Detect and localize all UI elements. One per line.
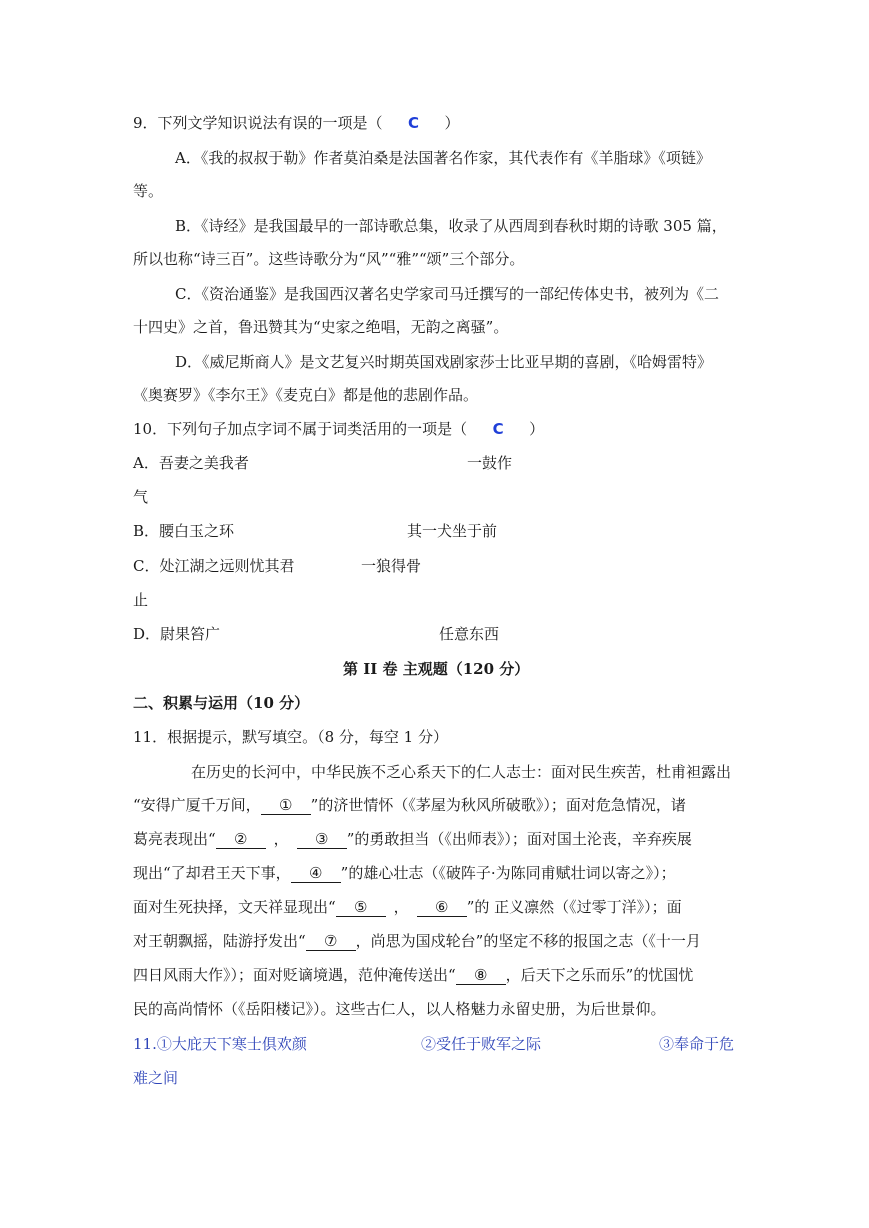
q10-option-b-left: B．腰白玉之环	[133, 522, 235, 540]
blank-8: ⑧	[456, 966, 506, 985]
q9-option-a-line2: 等。	[133, 182, 164, 200]
q9-answer: C	[408, 114, 420, 132]
blank-7: ⑦	[306, 932, 356, 951]
q10-option-c-left: C．处江湖之远则忧其君	[133, 557, 295, 575]
q9-option-b-line2: 所以也称“诗三百”。这些诗歌分为“风”“雅”“颂”三个部分。	[133, 250, 525, 268]
q9-option-c-line2: 十四史》之首，鲁迅赞其为“史家之绝唱，无韵之离骚”。	[133, 318, 509, 336]
q10-answer: C	[492, 420, 504, 438]
q11-passage-line6	[133, 931, 701, 951]
blank-6: ⑥	[417, 898, 467, 917]
q11-text: ”的勇敢担当（《出师表》）；面对国土沦丧，辛弃疾展	[346, 830, 692, 848]
q11-answer-1: 11.①大庇天下寒士俱欢颜	[133, 1035, 307, 1053]
q11-text: ”的 正义凛然（《过零丁洋》）；面	[466, 898, 682, 916]
q9-stem-close: ）	[444, 114, 460, 132]
blank-1: ①	[261, 796, 311, 815]
q11-text: ”的雄心壮志（《破阵子·为陈同甫赋壮词以寄之》）；	[340, 864, 676, 882]
q11-text: 葛亮表现出“	[133, 830, 216, 848]
q11-passage-line7	[133, 965, 693, 985]
q10-option-c-right: 一狼得骨	[361, 557, 422, 575]
q11-text: 对王朝飘摇，陆游抒发出“	[133, 932, 306, 950]
part2-title: 第 II 卷 主观题（120 分）	[343, 660, 530, 678]
q11-answer-3-wrap: 难之间	[133, 1069, 179, 1087]
q11-passage-line1: 在历史的长河中，中华民族不乏心系天下的仁人志士：面对民生疾苦，杜甫袒露出	[191, 763, 732, 781]
q11-text: 四日风雨大作》）；面对贬谪境遇，范仲淹传送出“	[133, 966, 456, 984]
q9-stem-text: 9．下列文学知识说法有误的一项是（	[133, 114, 383, 132]
q9-option-c-line1: C．《资治通鉴》是我国西汉著名史学家司马迁撰写的一部纪传体史书，被列为《二	[175, 285, 719, 303]
blank-4: ④	[291, 864, 341, 883]
q11-passage-line4	[133, 863, 676, 883]
q10-option-c-right-wrap: 止	[133, 591, 149, 609]
blank-2: ②	[216, 830, 266, 849]
q11-text: ，	[273, 830, 289, 848]
blank-5: ⑤	[336, 898, 386, 917]
q11-text: ，	[393, 898, 409, 916]
q11-text: 现出“了却君王天下事，	[133, 864, 291, 882]
q10-option-a-right-wrap: 气	[133, 488, 149, 506]
section-title: 二、积累与运用（10 分）	[133, 694, 310, 712]
q11-passage-line8: 民的高尚情怀（《岳阳楼记》）。这些古仁人，以人格魅力永留史册，为后世景仰。	[133, 1000, 666, 1018]
q9-stem	[133, 113, 460, 133]
q10-option-d-right: 任意东西	[439, 625, 500, 643]
q11-passage-line5	[133, 897, 682, 917]
q9-option-a-line1: A．《我的叔叔于勒》作者莫泊桑是法国著名作家，其代表作有《羊脂球》《项链》	[175, 149, 711, 167]
q10-option-b-right: 其一犬坐于前	[407, 522, 498, 540]
q10-option-d-left: D．尉果笞广	[133, 625, 221, 643]
q11-text: ，后天下之乐而乐”的忧国忧	[505, 966, 694, 984]
q11-answer-3: ③奉命于危	[659, 1035, 735, 1053]
q11-text: ，尚思为国戍轮台”的坚定不移的报国之志（《十一月	[355, 932, 701, 950]
q10-stem	[133, 419, 544, 439]
q9-option-d-line2: 《奥赛罗》《李尔王》《麦克白》都是他的悲剧作品。	[133, 386, 479, 404]
blank-3: ③	[297, 830, 347, 849]
q10-stem-close: ）	[529, 420, 545, 438]
q11-passage-line2	[133, 795, 686, 815]
q10-option-a-right: 一鼓作	[467, 454, 513, 472]
q11-text: ”的济世情怀（《茅屋为秋风所破歌》）；面对危急情况，诸	[310, 796, 686, 814]
q11-answer-2: ②受任于败军之际	[421, 1035, 542, 1053]
q9-option-b-line1: B．《诗经》是我国最早的一部诗歌总集，收录了从西周到春秋时期的诗歌 305 篇，	[175, 217, 727, 235]
q10-option-a-left: A．吾妻之美我者	[133, 454, 249, 472]
q11-stem: 11．根据提示，默写填空。（8 分，每空 1 分）	[133, 728, 448, 746]
q11-text: “安得广厦千万间，	[133, 796, 261, 814]
q9-option-d-line1: D．《威尼斯商人》是文艺复兴时期英国戏剧家莎士比亚早期的喜剧，《哈姆雷特》	[175, 353, 713, 371]
q11-passage-line3	[133, 829, 692, 849]
q11-text: 面对生死抉择，文天祥显现出“	[133, 898, 336, 916]
q10-stem-text: 10．下列句子加点字词不属于词类活用的一项是（	[133, 420, 468, 438]
